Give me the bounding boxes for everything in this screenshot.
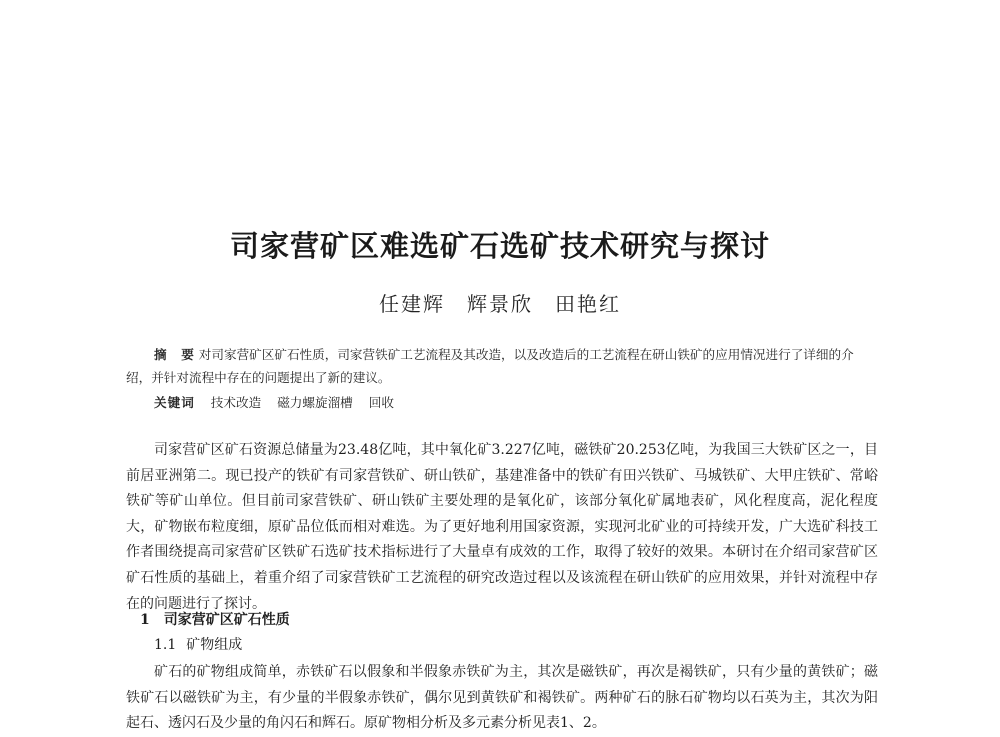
section-heading [140, 609, 290, 629]
intro-paragraph: 司家营矿区矿石资源总储量为23.48亿吨，其中氧化矿3.227亿吨，磁铁矿20.253亿吨，为我国三大铁矿区之一，目前居亚洲第二。现已投产的铁矿有司家营铁矿、研山铁矿，基建准备中的铁矿有田兴铁矿、马城铁矿、大甲庄铁矿、常峪铁矿等矿山单位。但目前司家营铁矿、研山铁矿主要处理的是氧化矿，该部分氧化矿属地表矿，风化程度高，泥化程度大，矿物嵌布粒度细，原矿品位低而相对难选。为了更好地利用国家资源，实现河北矿业的可持续开发，广大选矿科技工作者围绕提高司家营矿区铁矿石选矿技术指标进行了大量卓有成效的工作，取得了较好的效果。本研讨在介绍司家营矿区矿石性质的基础上，着重介绍了司家营铁矿工艺流程的研究改造过程以及该流程在研山铁矿的应用效果，并针对流程中存在的问题进行了探讨。 [126, 442, 878, 612]
abstract-text: 对司家营矿区矿石性质，司家营铁矿工艺流程及其改造，以及改造后的工艺流程在研山铁矿的应用情况进行了详细的介绍，并针对流程中存在的问题提出了新的建议。 [126, 347, 854, 385]
paper-title: 司家营矿区难选矿石选矿技术研究与探讨 [229, 229, 770, 263]
section-title: 司家营矿区矿石性质 [163, 612, 290, 628]
keywords [154, 393, 874, 413]
author-name: 田艳红 [555, 292, 621, 316]
keyword: 磁力螺旋溜槽 [277, 395, 353, 410]
keyword: 技术改造 [210, 395, 262, 410]
author-name: 辉景欣 [467, 292, 533, 316]
author-name: 任建辉 [379, 292, 445, 316]
subsection-heading [154, 634, 242, 654]
mineral-composition-paragraph: 矿石的矿物组成简单，赤铁矿石以假象和半假象赤铁矿为主，其次是磁铁矿，再次是褐铁矿，只有少量的黄铁矿；磁铁矿石以磁铁矿为主，有少量的半假象赤铁矿，偶尔见到黄铁矿和褐铁矿。两种矿石的脉石矿物均以石英为主，其次为阳起石、透闪石及少量的角闪石和辉石。原矿物相分析及多元素分析见表1、2。 [126, 664, 878, 732]
keyword: 回收 [368, 395, 394, 410]
author-list [0, 288, 1000, 317]
abstract [126, 343, 878, 389]
abstract-label: 摘 要 [154, 347, 195, 362]
section-number: 1 [140, 612, 150, 628]
subsection-number: 1.1 [154, 637, 177, 653]
keywords-label: 关键词 [154, 395, 195, 410]
subsection-title: 矿物组成 [186, 637, 243, 653]
